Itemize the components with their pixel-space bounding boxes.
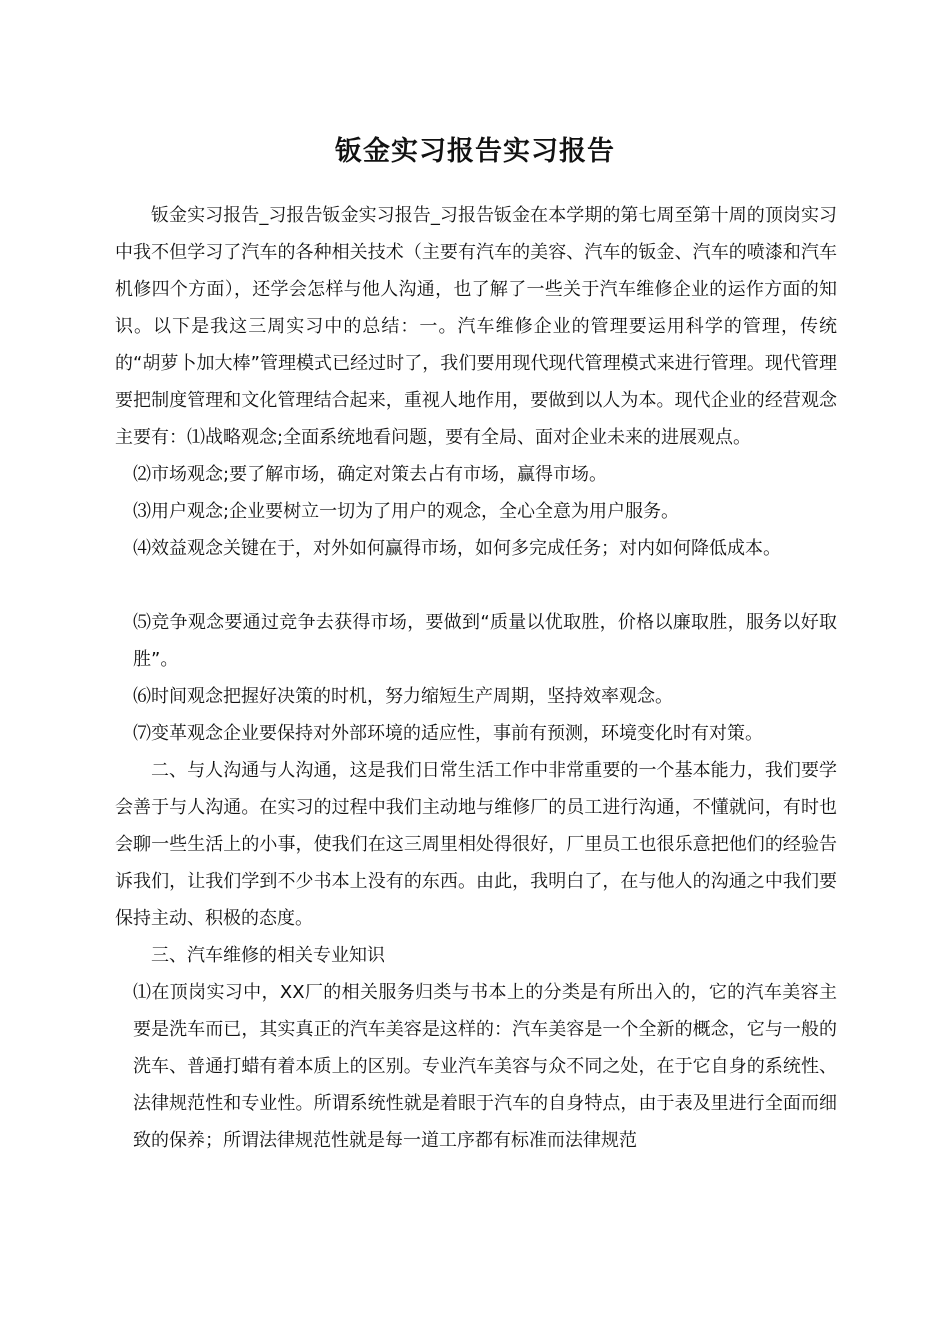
blank-line (115, 567, 837, 604)
paragraph-time-concept: ⑹时间观念把握好决策的时机，努力缩短生产周期，坚持效率观念。 (133, 686, 673, 707)
paragraph-competition-concept: ⑸竞争观念要通过竞争去获得市场，要做到“质量以优取胜，价格以廉取胜，服务以好取胜”。 (133, 612, 837, 670)
paragraph-change-concept: ⑺变革观念企业要保持对外部环境的适应性，事前有预测，环境变化时有对策。 (133, 723, 763, 744)
document-body (115, 197, 837, 1159)
paragraph-communication: 二、与人沟通与人沟通，这是我们日常生活工作中非常重要的一个基本能力，我们要学会善于与人沟通。在实习的过程中我们主动地与维修厂的员工进行沟通，不懂就问，有时也会聊一些生活上的小事，使我们在这三周里相处得很好，厂里员工也很乐意把他们的经验告诉我们，让我们学到不少书本上没有的东西。由此，我明白了，在与他人的沟通之中我们要保持主动、积极的态度。 (115, 760, 837, 929)
paragraph-market-concept: ⑵市场观念;要了解市场，确定对策去占有市场，赢得市场。 (133, 464, 608, 485)
paragraph-benefit-concept: ⑷效益观念关键在于，对外如何赢得市场，如何多完成任务；对内如何降低成本。 (133, 538, 781, 559)
paragraph-intro: 钣金实习报告_习报告钣金实习报告_习报告钣金在本学期的第七周至第十周的顶岗实习中我不但学习了汽车的各种相关技术（主要有汽车的美容、汽车的钣金、汽车的喷漆和汽车机修四个方面），还学会怎样与他人沟通，也了解了一些关于汽车维修企业的运作方面的知识。以下是我这三周实习中的总结：一。汽车维修企业的管理要运用科学的管理，传统的“胡萝卜加大棒”管理模式已经过时了，我们要用现代现代管理模式来进行管理。现代管理要把制度管理和文化管理结合起来，重视人地作用，要做到以人为本。现代企业的经营观念主要有：⑴战略观念;全面系统地看问题，要有全局、面对企业未来的进展观点。 (115, 205, 837, 448)
paragraph-user-concept: ⑶用户观念;企业要树立一切为了用户的观念，全心全意为用户服务。 (133, 501, 680, 522)
paragraph-car-beauty: ⑴在顶岗实习中，XX厂的相关服务归类与书本上的分类是有所出入的，它的汽车美容主要是洗车而已，其实真正的汽车美容是这样的：汽车美容是一个全新的概念，它与一般的洗车、普通打蜡有着本质上的区别。专业汽车美容与众不同之处，在于它自身的系统性、法律规范性和专业性。所谓系统性就是着眼于汽车的自身特点，由于表及里进行全面而细致的保养；所谓法律规范性就是每一道工序都有标准而法律规范 (133, 982, 837, 1151)
document-title: 钣金实习报告实习报告 (335, 136, 615, 167)
section-heading-professional-knowledge: 三、汽车维修的相关专业知识 (151, 945, 385, 966)
